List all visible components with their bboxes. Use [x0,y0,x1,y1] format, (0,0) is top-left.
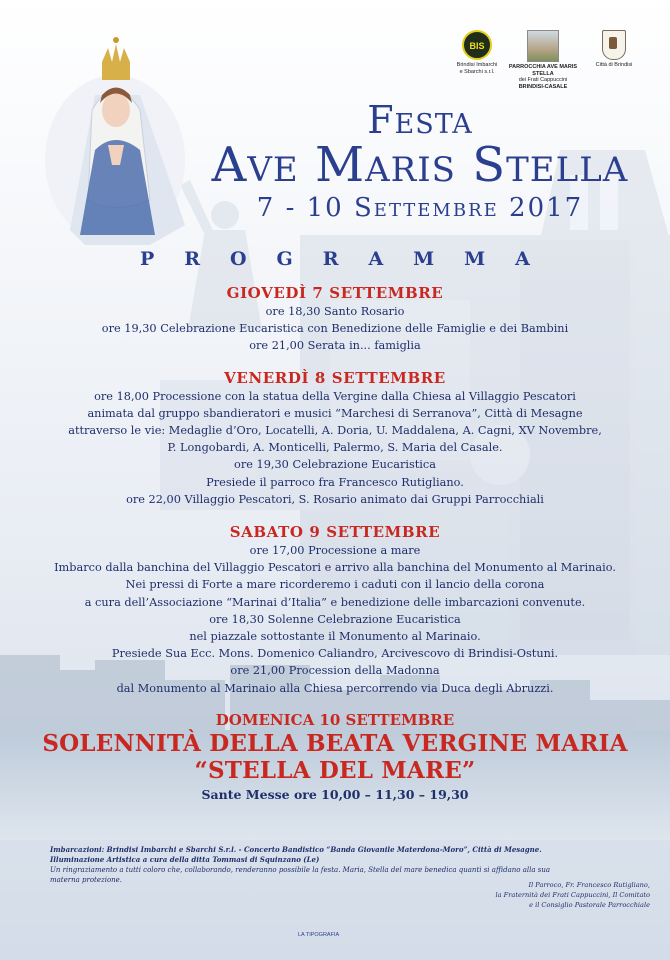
programma-letter: M [464,248,486,270]
city-caption: Città di Brindisi [595,62,633,68]
solemnity-subtitle: “STELLA DEL MARE” [194,756,476,784]
parish-caption-3: BRINDISI-CASALE [518,83,568,90]
programma-letter: A [515,248,530,270]
credits-line: Un ringraziamento a tutti coloro che, collaborando, renderanno possibile la festa. Maria, Stella del mare benedica quanti si affidano alla sua materna protezione. [50,866,551,884]
bis-caption: Brindisi Imbarchi e Sbarchi s.r.l. [456,62,498,75]
friday-line: P. Longobardi, A. Monticelli, Palermo, S. Maria del Casale. [167,441,503,455]
friday-line: ore 19,30 Celebrazione Eucaristica [234,458,436,472]
city-crest-icon [602,30,626,60]
signature-line: la Fraternità dei Frati Cappuccini, Il Comitato [495,891,650,899]
friday-line: Presiede il parroco fra Francesco Rutigliano. [206,475,464,489]
programma-letter: M [413,248,435,270]
saturday-line: Presiede Sua Ecc. Mons. Domenico Caliandro, Arcivescovo di Brindisi-Ostuni. [111,647,559,661]
sunday-heading: DOMENICA 10 SETTEMBRE [215,710,455,729]
signature-line: Il Parroco, Fr. Francesco Rutigliano, [528,881,650,889]
bis-logo [455,30,499,75]
city-logo [592,30,636,69]
signature-line: e il Consiglio Pastorale Parrocchiale [529,901,650,909]
friday-heading: VENERDÌ 8 SETTEMBRE [224,368,446,387]
saturday-line: dal Monumento al Marinaio alla Chiesa percorrendo via Duca degli Abruzzi. [116,681,554,695]
signature [430,880,650,910]
saturday-line: Imbarco dalla banchina del Villaggio Pescatori e arrivo alla banchina del Monumento al Marinaio. [54,561,616,575]
program-content [0,283,670,806]
church-icon [527,30,559,62]
friday-line: attraverso le vie: Medaglie d’Oro, Locatelli, A. Doria, U. Maddalena, A. Cagni, XV Novembre, [68,424,602,438]
saturday-line: ore 17,00 Processione a mare [249,544,421,558]
parish-logo [507,30,579,90]
parish-caption-2: dei Frati Cappuccini [518,77,568,83]
bis-icon: BIS [462,30,492,60]
title-festa: Festa [367,98,473,142]
programma-heading [140,248,530,270]
credits-line: Illuminazione Artistica a cura della ditta Tommasi di Squinzano (Le) [50,855,320,864]
friday-line: animata dal gruppo sbandieratori e musici “Marchesi di Serranova”, Città di Mesagne [87,406,583,420]
saturday-line: ore 21,00 Procession della Madonna [230,664,440,678]
programma-letter: G [276,248,293,270]
credits [50,845,570,885]
programma-letter: P [140,248,155,270]
programma-letter: O [230,248,247,270]
parish-caption-1: PARROCCHIA AVE MARIS STELLA [508,64,578,77]
saturday-line: Nei pressi di Forte a mare ricorderemo i caduti con il lancio della corona [125,578,545,592]
saturday-line: ore 18,30 Solenne Celebrazione Eucaristica [209,612,461,626]
friday-line: ore 22,00 Villaggio Pescatori, S. Rosario animato dai Gruppi Parrocchiali [126,492,544,506]
title-dates: 7 - 10 Settembre 2017 [256,193,584,223]
printer-mark: LA TIPOGRAFIA [298,932,340,938]
thursday-heading: GIOVEDÌ 7 SETTEMBRE [226,284,444,302]
title-block [170,100,670,224]
title-main: Ave Maris Stella [211,137,629,193]
programma-letter: R [322,248,339,270]
programma-letter: A [368,248,384,270]
thursday-line: ore 18,30 Santo Rosario [265,305,405,318]
saturday-heading: SABATO 9 SETTEMBRE [229,523,441,542]
saturday-line: a cura dell’Associazione “Marinai d’Italia” e benedizione delle imbarcazioni convenute. [84,595,586,609]
solemnity-title: SOLENNITÀ DELLA BEATA VERGINE MARIA [42,729,628,757]
thursday-line: ore 21,00 Serata in... famiglia [249,339,421,353]
friday-line: ore 18,00 Processione con la statua della Vergine dalla Chiesa al Villaggio Pescatori [94,389,576,403]
thursday-line: ore 19,30 Celebrazione Eucaristica con Benedizione delle Famiglie e dei Bambini [101,322,569,336]
saturday-line: nel piazzale sottostante il Monumento al Marinaio. [189,630,481,644]
programma-letter: R [184,248,201,270]
credits-line: Imbarcazioni: Brindisi Imbarchi e Sbarchi S.r.l. - Concerto Bandistico “Banda Giovanile Materdona-Moro”, Città di Mesagne. [50,845,542,854]
masses-times: Sante Messe ore 10,00 – 11,30 – 19,30 [201,786,469,802]
